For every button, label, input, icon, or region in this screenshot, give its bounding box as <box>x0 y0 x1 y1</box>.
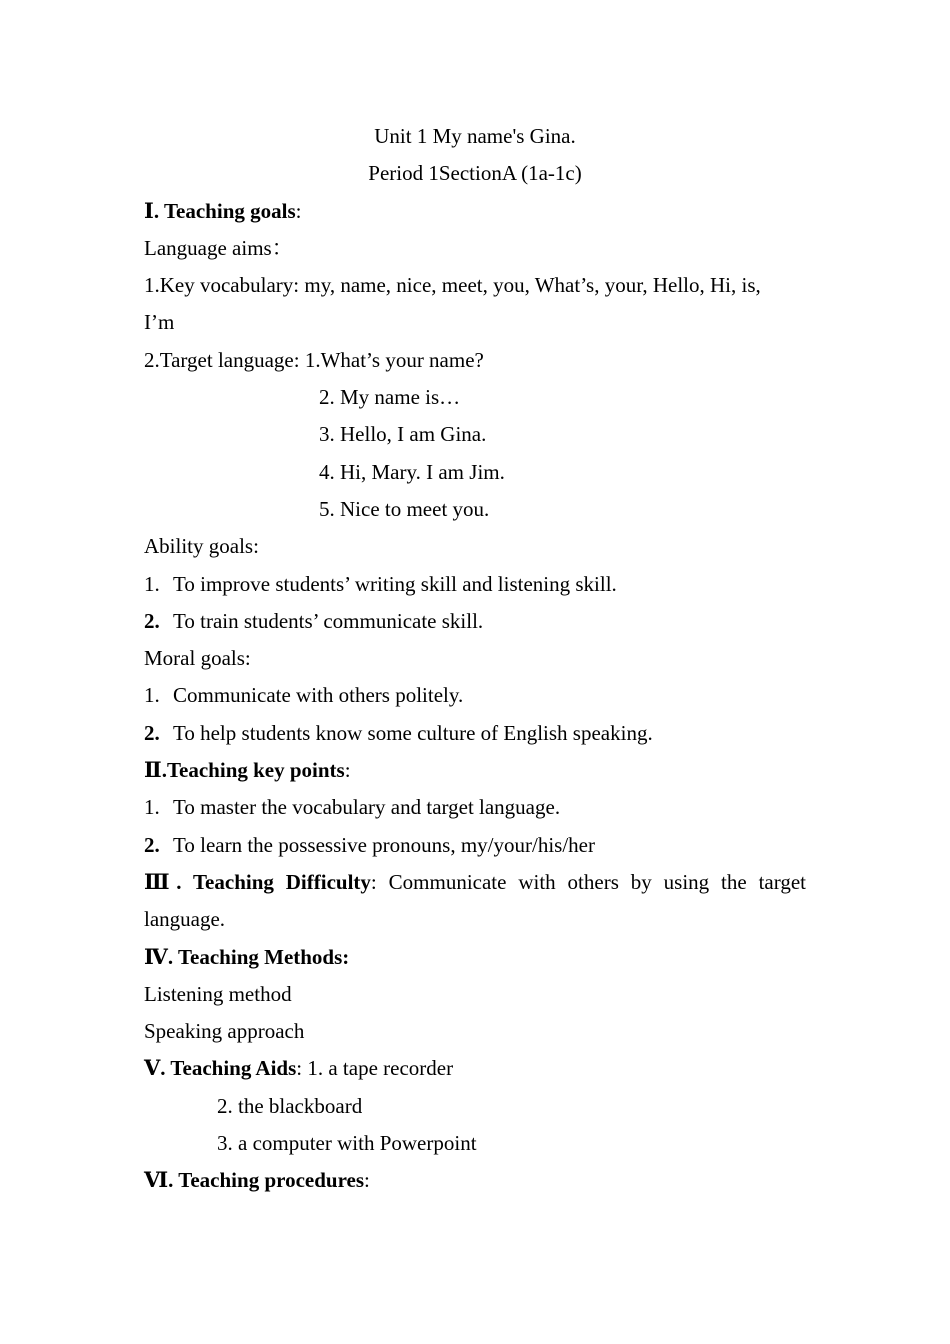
list-text: To master the vocabulary and target language. <box>173 795 561 820</box>
key-vocabulary-continuation: I’m <box>144 310 175 335</box>
section-procedures-heading <box>144 1162 806 1199</box>
list-number: 2. <box>144 608 160 633</box>
aid-item: : 1. a tape recorder <box>296 1056 454 1081</box>
section-teaching-goals-heading <box>144 193 806 230</box>
document-subtitle: Period 1SectionA (1a-1c) <box>368 161 582 186</box>
list-text: Communicate with others politely. <box>173 683 464 708</box>
ability-goal-item <box>144 566 806 603</box>
list-number: 1. <box>144 683 160 708</box>
list-number: 1. <box>144 795 160 820</box>
section-heading: Teaching goals <box>163 198 296 223</box>
list-text: To help students know some culture of English speaking. <box>173 720 653 745</box>
section-heading: Teaching Methods: <box>177 944 350 969</box>
section-numeral: Ⅱ. <box>144 758 167 783</box>
section-numeral: Ⅴ. <box>144 1056 171 1081</box>
aid-item: 3. a computer with Powerpoint <box>217 1131 477 1156</box>
moral-goals-label: Moral goals: <box>144 646 251 671</box>
colon: : <box>344 758 351 783</box>
method-item: Speaking approach <box>144 1019 305 1044</box>
target-language-item: 5. Nice to meet you. <box>319 496 490 521</box>
section-difficulty-paragraph <box>144 864 806 901</box>
section-heading: Teaching Aids <box>170 1056 297 1081</box>
difficulty-text-continuation: language. <box>144 907 226 932</box>
key-vocabulary-line: 1.Key vocabulary: my, name, nice, meet, you, What’s, your, Hello, Hi, is, <box>144 273 761 298</box>
section-methods-heading <box>144 939 806 976</box>
target-language-item: 2. My name is… <box>319 385 461 410</box>
section-heading: Teaching Difficulty <box>192 869 371 894</box>
section-aids-heading <box>144 1050 806 1087</box>
section-heading: Teaching procedures <box>178 1168 364 1193</box>
method-item: Listening method <box>144 981 292 1006</box>
section-numeral: Ⅲ. <box>144 869 193 894</box>
key-point-item <box>144 789 806 826</box>
list-number: 2. <box>144 720 160 745</box>
language-aims-label: Language aims： <box>144 235 293 260</box>
ability-goals-label: Ability goals: <box>144 534 259 559</box>
list-text: To improve students’ writing skill and listening skill. <box>173 571 617 596</box>
lesson-plan-document <box>144 118 806 1200</box>
target-language-label: 2.Target language: 1.What’s your name? <box>144 347 484 372</box>
target-language-item: 4. Hi, Mary. I am Jim. <box>319 459 505 484</box>
ability-goal-item <box>144 603 806 640</box>
section-numeral: Ⅵ. <box>144 1168 179 1193</box>
colon: : <box>364 1168 370 1193</box>
list-number: 2. <box>144 832 160 857</box>
colon: : <box>295 198 302 223</box>
list-text: To learn the possessive pronouns, my/your/his/her <box>173 832 595 857</box>
aid-item: 2. the blackboard <box>217 1093 363 1118</box>
section-numeral: Ⅳ. <box>144 944 178 969</box>
section-key-points-heading <box>144 752 806 789</box>
section-numeral: Ⅰ. <box>144 198 164 223</box>
section-heading: Teaching key points <box>166 758 345 783</box>
moral-goal-item <box>144 715 806 752</box>
list-text: To train students’ communicate skill. <box>173 608 484 633</box>
difficulty-text: : Communicate with others by using the target <box>370 869 806 894</box>
key-point-item <box>144 827 806 864</box>
list-number: 1. <box>144 571 160 596</box>
target-language-item: 3. Hello, I am Gina. <box>319 422 487 447</box>
moral-goal-item <box>144 677 806 714</box>
document-title: Unit 1 My name's Gina. <box>374 124 576 148</box>
